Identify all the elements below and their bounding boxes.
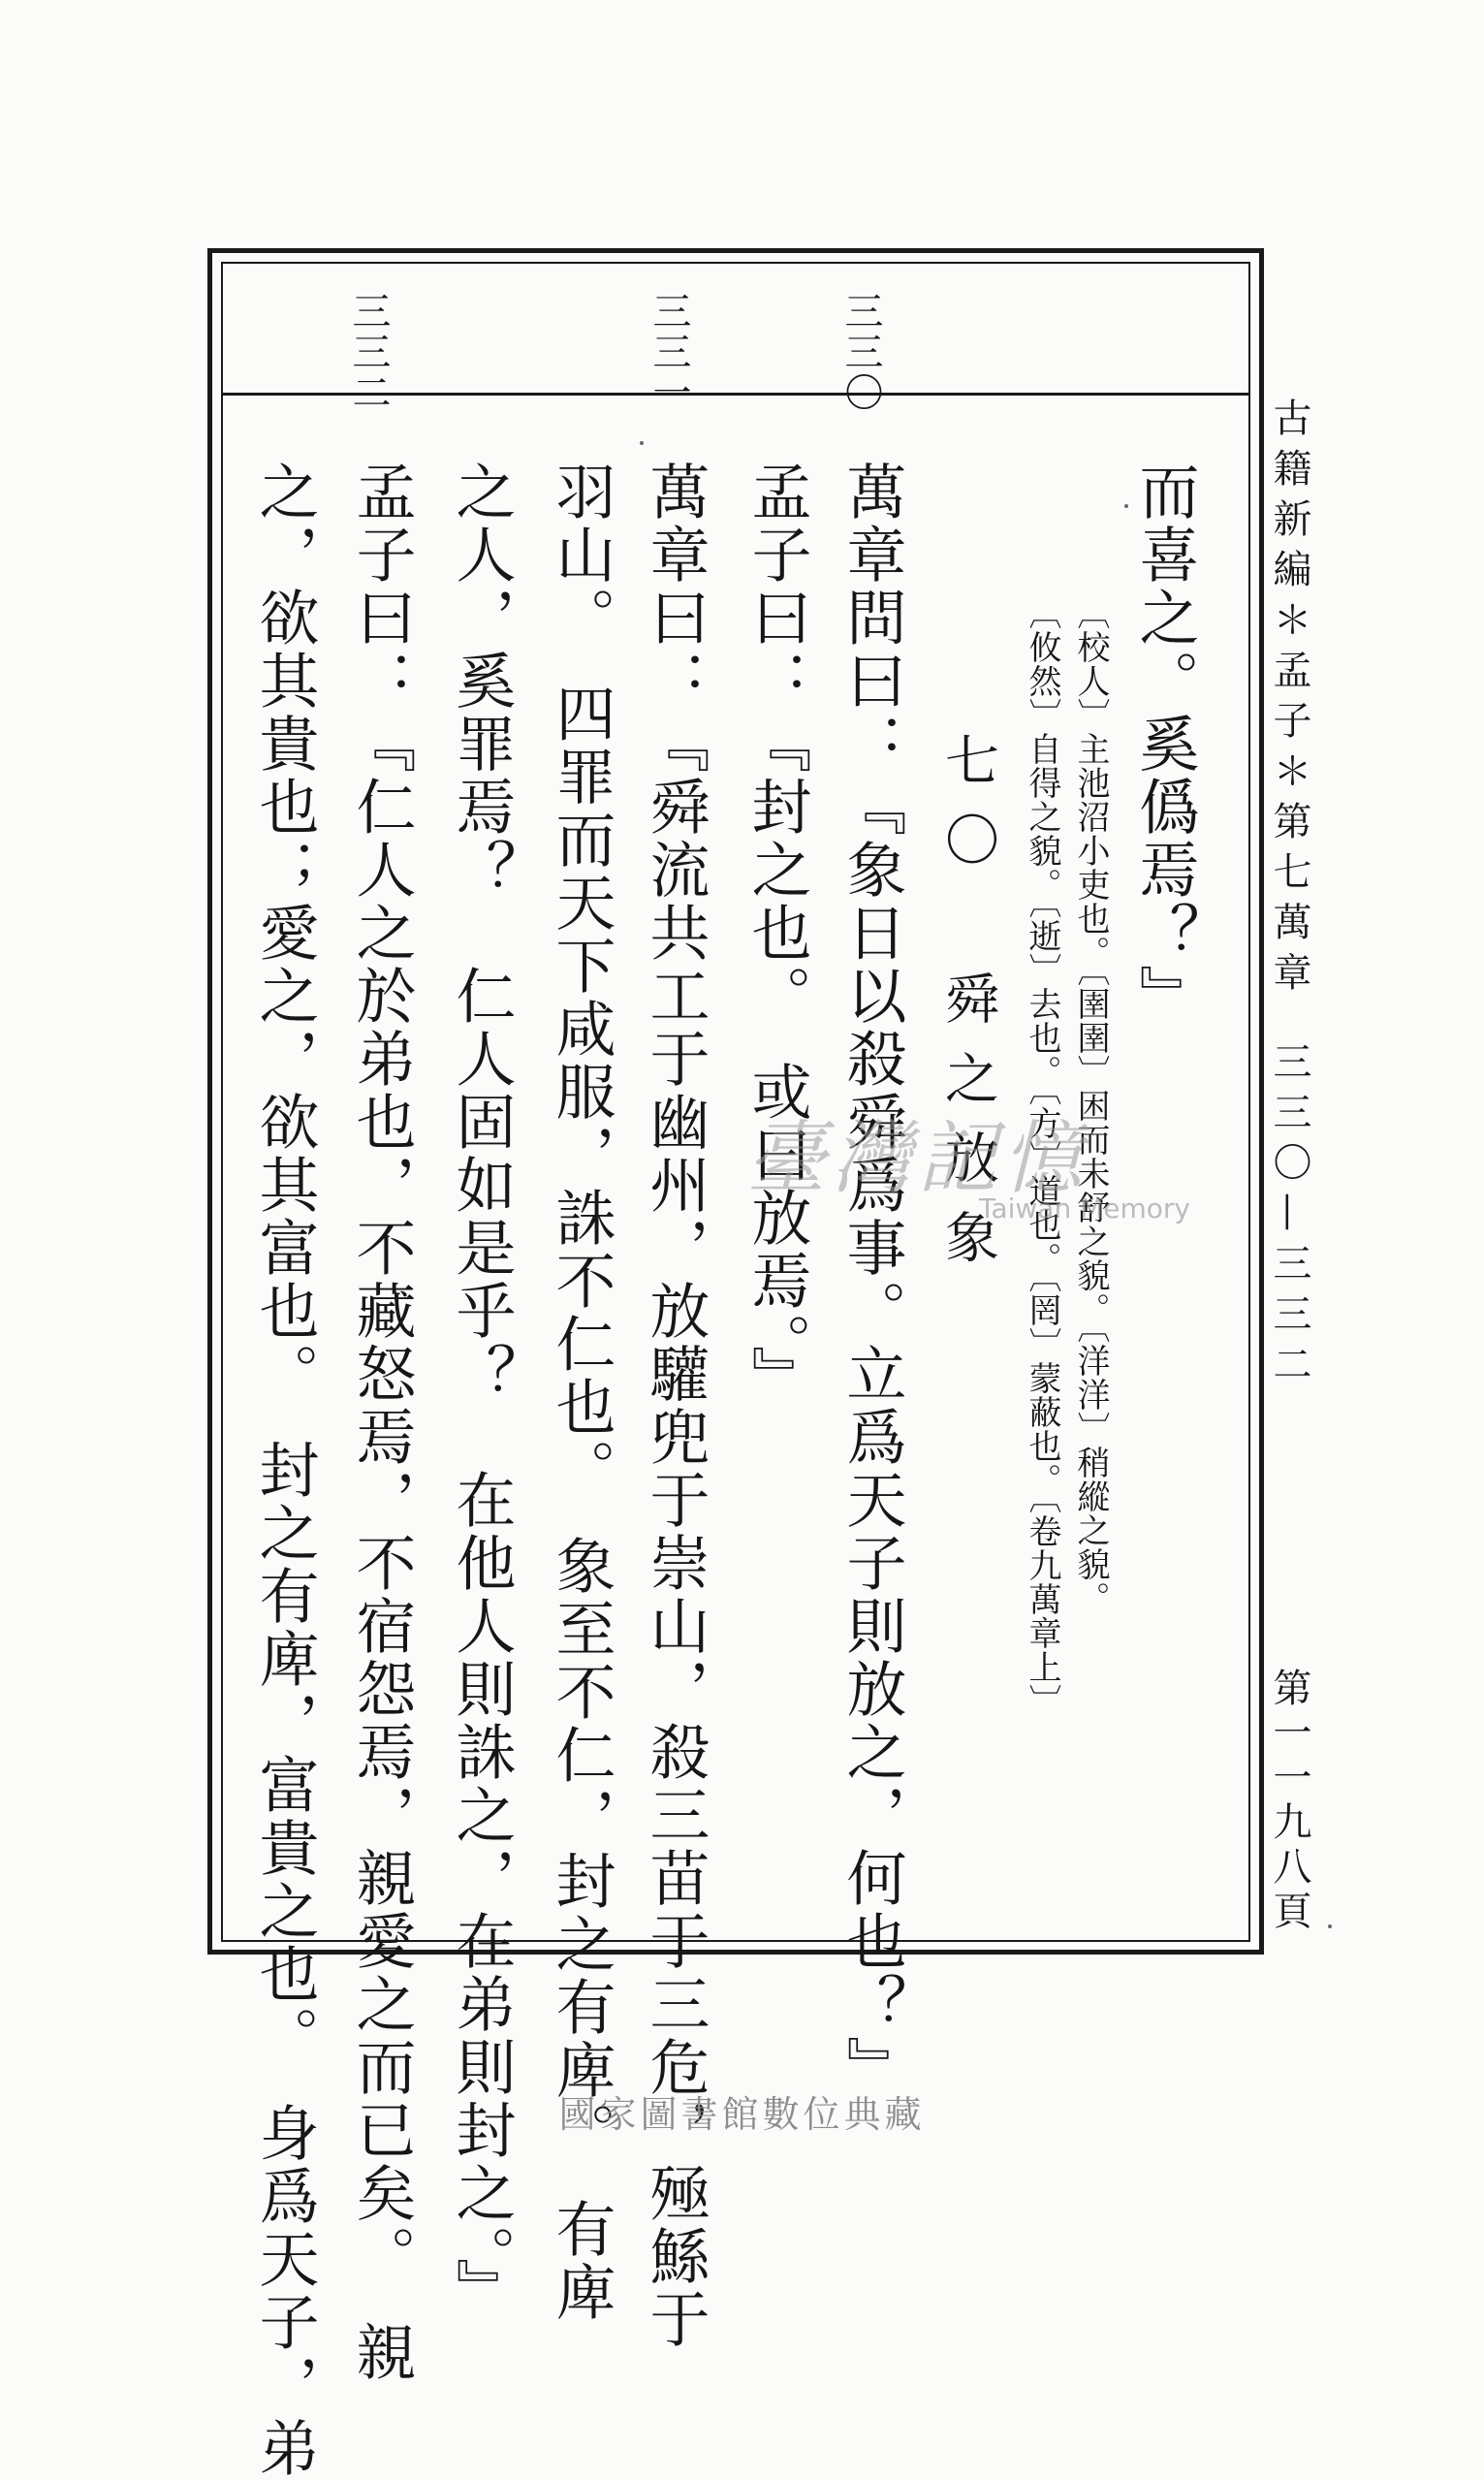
scan-speck: [640, 441, 644, 445]
taiwan-memory-watermark: [746, 1096, 1192, 1231]
text-column-6: 之人，奚罪焉？ 仁人固如是乎？ 在他人則誅之，在弟則封之。』: [446, 461, 517, 2321]
scan-speck: [1328, 1924, 1332, 1928]
paragraph-range: 三三〇—三三二: [1267, 1041, 1311, 1394]
text-column-4: 萬章曰：『舜流共工于幽州，放驩兜于崇山，殺三苗于三危，殛鯀于: [640, 461, 710, 2351]
section-heading: 七〇 舜之放象: [936, 732, 999, 1288]
watermark-chinese: 臺灣記憶: [746, 1113, 1088, 1205]
text-column-5: 羽山。 四罪而天下咸服，誅不仁也。 象至不仁，封之有庳。 有庳: [546, 461, 616, 2324]
watermark-english: Taiwan Memory: [979, 1192, 1190, 1224]
text-column-2: 萬章問曰：『象日以殺舜爲事。立爲天子則放之，何也？』: [837, 461, 907, 2099]
scan-speck: [1124, 504, 1128, 508]
paragraph-number-332: 三三二: [346, 291, 391, 413]
running-title: 古籍新編＊孟子＊第七萬章: [1267, 397, 1311, 1002]
collection-footer: 國家圖書館數位典藏: [558, 2093, 926, 2136]
text-column-8: 之，欲其貴也；愛之，欲其富也。 封之有庳，富貴之也。 身爲天子，弟: [249, 461, 320, 2480]
folio-number: 第一一九八頁: [1267, 1668, 1311, 1935]
text-column-1: 而喜之。奚僞焉？』: [1129, 461, 1200, 1028]
running-header: [1267, 397, 1311, 1394]
note-column-1: 〔校人〕主池沼小吏也。〔圉圉〕困而未舒之貌。〔洋洋〕稍縱之貌。: [1071, 596, 1110, 1615]
text-column-3: 孟子曰：『封之也。 或曰放焉。』: [742, 461, 812, 1409]
paragraph-number-331: 三三一: [647, 291, 691, 413]
paragraph-number-330: 三三〇: [838, 291, 883, 413]
note-column-2: 〔攸然〕自得之貌。〔逝〕去也。〔方〕道也。〔罔〕蒙蔽也。〔卷九萬章上〕: [1023, 596, 1061, 1718]
text-column-7: 孟子曰：『仁人之於弟也，不藏怒焉，不宿怨焉，親愛之而已矣。 親: [346, 461, 417, 2384]
